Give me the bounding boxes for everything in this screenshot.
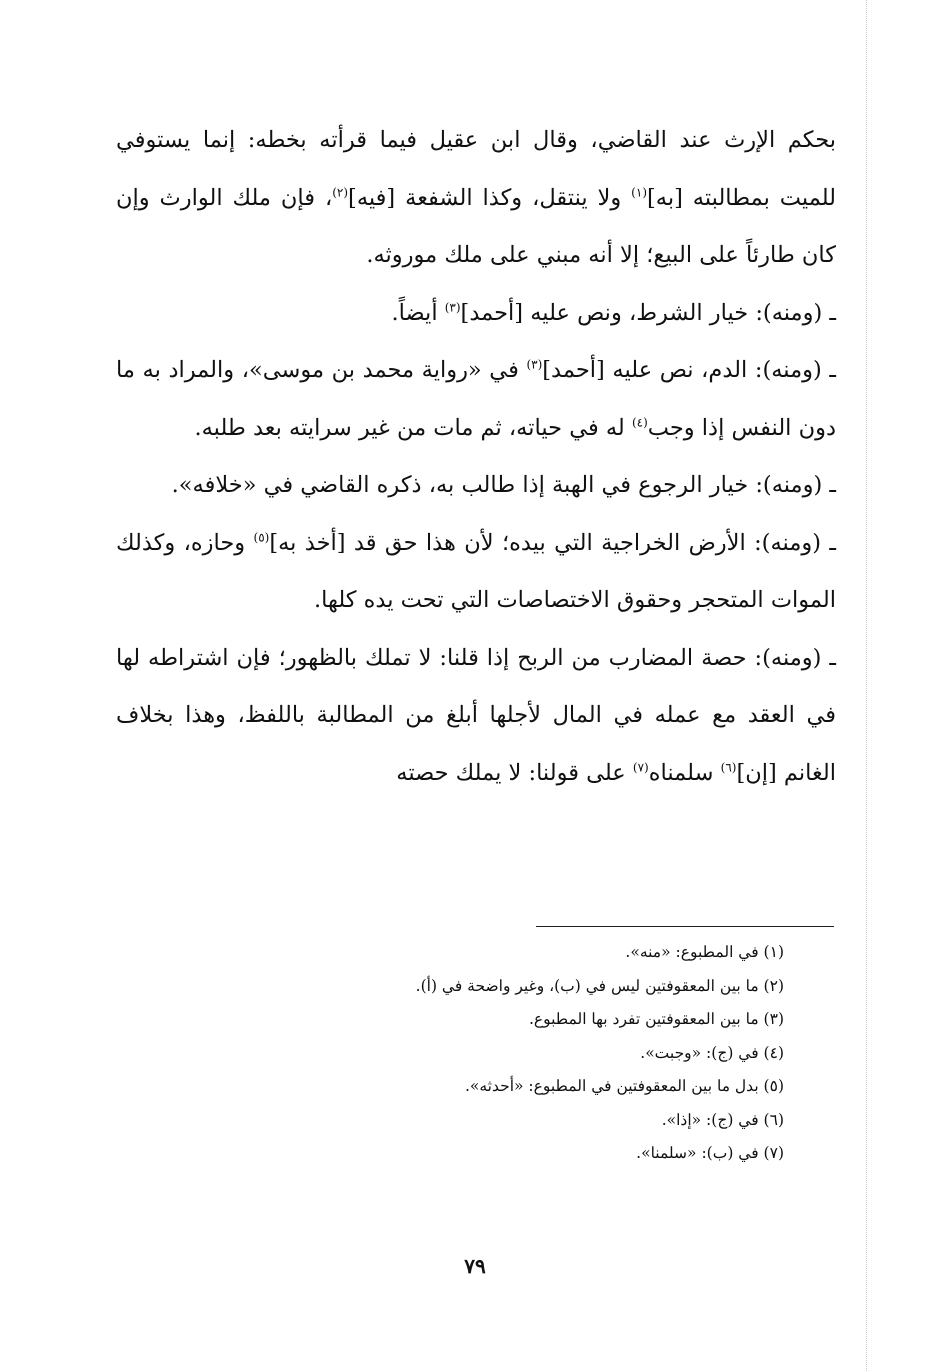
page-edge-dotted-line [866, 0, 867, 1371]
footnote-ref-6[interactable]: (٦) [720, 760, 737, 774]
footnote-4: (٤) في (ج): «وجبت». [640, 1043, 784, 1062]
footnote-7: (٧) في (ب): «سلمنا». [636, 1144, 784, 1162]
paragraph-1: بحكم الإرث عند القاضي، وقال ابن عقيل فيما قرأته بخطه: إنما يستوفي للميت بمطالبته [به]$^{(١)}$ ولا ينتقل، وكذا الشفعة [فيه]$^{(٢)}$، فإن ملك الوارث وإن كان طارئاً على البيع؛ إلا أنه مبني على ملك موروثه. [116, 127, 837, 268]
page-number: ٧٩ [464, 1254, 486, 1278]
footnote-ref-2[interactable]: (٢) [332, 185, 349, 199]
footnote-ref-5[interactable]: (٥) [253, 530, 270, 544]
paragraph-3: ـ (ومنه): الدم، نص عليه [أحمد]$^{(٣)}$ في «رواية محمد بن موسى»، والمراد به ما دون النفس إذا وجب$^{(٤)}$ له في حياته، ثم مات من غير سرايته بعد طلبه. [116, 357, 836, 441]
footnote-ref-4[interactable]: (٤) [631, 415, 648, 429]
footnote-6: (٦) في (ج): «إذا». [661, 1110, 784, 1129]
footnotes [116, 936, 834, 1171]
paragraph-4: ـ (ومنه): خيار الرجوع في الهبة إذا طالب به، ذكره القاضي في «خلافه». [171, 472, 836, 498]
footnote-ref-7[interactable]: (٧) [632, 760, 649, 774]
footnote-5: (٥) بدل ما بين المعقوفتين في المطبوع: «أحدثه». [464, 1077, 784, 1095]
paragraph-2: ـ (ومنه): خيار الشرط، ونص عليه [أحمد]$^{(٣)}$ أيضاً. [391, 299, 836, 326]
footnote-separator [536, 926, 834, 927]
footnote-ref-1[interactable]: (١) [631, 185, 647, 199]
paragraph-5: ـ (ومنه): الأرض الخراجية التي بيده؛ لأن هذا حق قد [أخذ به]$^{(٥)}$ وحازه، وكذلك الموات المتحجر وحقوق الاختصاصات التي تحت يده كلها. [116, 529, 836, 613]
footnote-ref-3[interactable]: (٣) [444, 300, 461, 314]
footnote-2: (٢) ما بين المعقوفتين ليس في (ب)، وغير واضحة في (أ). [415, 976, 784, 995]
footnote-3: (٣) ما بين المعقوفتين تفرد بها المطبوع. [528, 1010, 784, 1028]
footnote-ref-3b[interactable]: (٣) [526, 357, 543, 372]
paragraph-6: ـ (ومنه): حصة المضارب من الربح إذا قلنا: لا تملك بالظهور؛ فإن اشتراطه لها في العقد مع عمله في المال لأجلها أبلغ من المطالبة باللفظ، وهذا بخلاف الغانم [إن]$^{(٦)}$ سلمناه$^{(٧)}$ على قولنا: لا يملك حصته [116, 644, 836, 786]
main-text [116, 112, 836, 802]
footnote-1: (١) في المطبوع: «منه». [625, 943, 784, 961]
